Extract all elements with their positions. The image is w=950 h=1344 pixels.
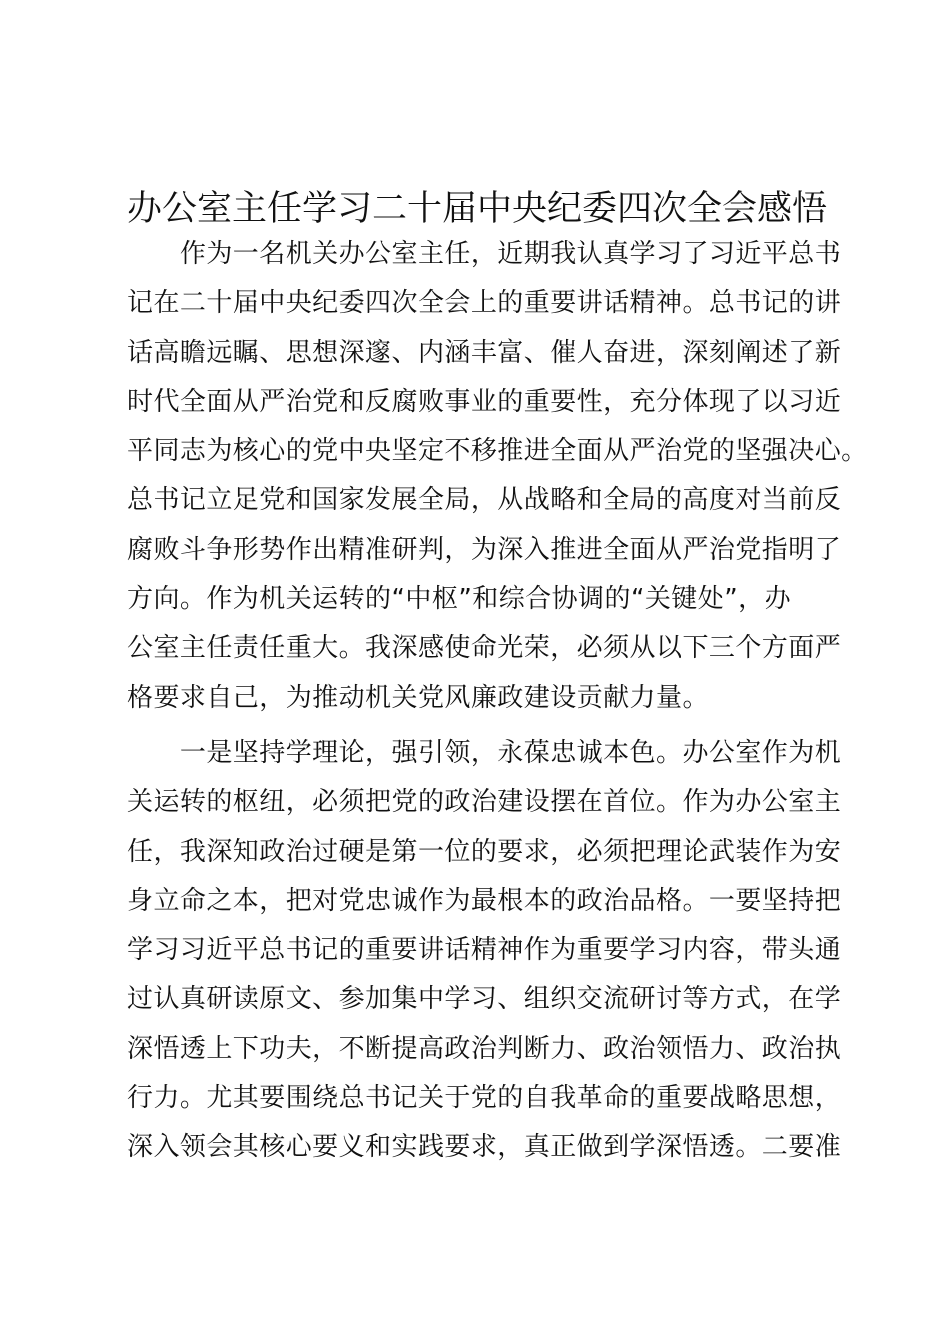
text-line: 平同志为核心的党中央坚定不移推进全面从严治党的坚强决心。 xyxy=(127,436,868,467)
text-line: 记在二十届中央纪委四次全会上的重要讲话精神。总书记的讲 xyxy=(127,288,842,319)
text-line: 格要求自己，为推动机关党风廉政建设贡献力量。 xyxy=(127,682,709,713)
text-line: 总书记立足党和国家发展全局，从战略和全局的高度对当前反 xyxy=(127,485,842,516)
text-line: 过认真研读原文、参加集中学习、组织交流研讨等方式，在学 xyxy=(127,984,842,1015)
text-line: 深悟透上下功夫，不断提高政治判断力、政治领悟力、政治执 xyxy=(127,1033,842,1064)
text-line: 学习习近平总书记的重要讲话精神作为重要学习内容，带头通 xyxy=(127,935,842,966)
text-line: 话高瞻远瞩、思想深邃、内涵丰富、催人奋进，深刻阐述了新 xyxy=(127,337,842,368)
text-line: 腐败斗争形势作出精准研判，为深入推进全面从严治党指明了 xyxy=(127,534,842,565)
text-line: 公室主任责任重大。我深感使命光荣，必须从以下三个方面严 xyxy=(127,633,842,664)
text-line: 关运转的枢纽，必须把党的政治建设摆在首位。作为办公室主 xyxy=(127,787,842,818)
document-title: 办公室主任学习二十届中央纪委四次全会感悟 xyxy=(127,189,828,229)
text-line: 任，我深知政治过硬是第一位的要求，必须把理论武装作为安 xyxy=(127,836,842,867)
text-line: 时代全面从严治党和反腐败事业的重要性，充分体现了以习近 xyxy=(127,386,842,417)
text-line: 作为一名机关办公室主任，近期我认真学习了习近平总书 xyxy=(127,239,842,269)
document-body xyxy=(127,230,868,1173)
text-line: 行力。尤其要围绕总书记关于党的自我革命的重要战略思想， xyxy=(127,1083,842,1114)
paragraph-1 xyxy=(127,230,868,723)
text-line: 方向。作为机关运转的“中枢”和综合协调的“关键处”，办 xyxy=(127,584,792,615)
paragraph-2 xyxy=(127,729,847,1173)
text-line: 一是坚持学理论，强引领，永葆忠诚本色。办公室作为机 xyxy=(127,737,842,768)
text-line: 身立命之本，把对党忠诚作为最根本的政治品格。一要坚持把 xyxy=(127,885,842,916)
text-line: 深入领会其核心要义和实践要求，真正做到学深悟透。二要准 xyxy=(127,1132,842,1163)
